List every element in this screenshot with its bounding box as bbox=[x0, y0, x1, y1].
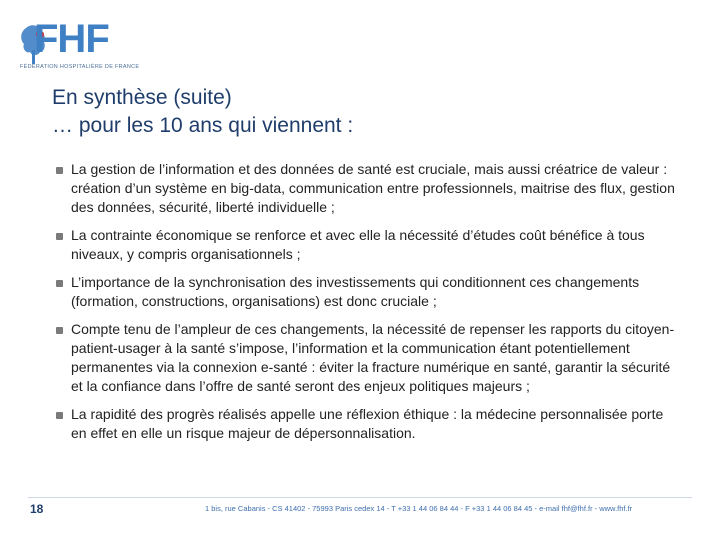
title-line-1: En synthèse (suite) bbox=[52, 86, 232, 109]
list-item bbox=[56, 320, 676, 396]
bullet-list bbox=[56, 160, 676, 452]
bullet-text: L’importance de la synchronisation des investissements qui conditionnent ces changements (formation, constructions, organisations) est donc cruciale ; bbox=[71, 274, 640, 309]
slide-title bbox=[52, 84, 353, 140]
page-number: 18 bbox=[30, 502, 44, 516]
bullet-text: La contrainte économique se renforce et avec elle la nécessité d’études coût bénéfice à tous niveaux, y compris organisationnels ; bbox=[71, 227, 645, 262]
bullet-icon bbox=[56, 280, 63, 287]
bullet-text: Compte tenu de l’ampleur de ces changements, la nécessité de repenser les rapports du citoyen-patient-usager à la santé s’impose, l’information et la communication étant potentiellement permanentes via la connexion e-santé : éviter la fracture numérique en santé, garantir la sécurité et la confiance dans l’offre de santé seront des enjeux politiques majeurs ; bbox=[71, 321, 675, 394]
bullet-icon bbox=[56, 327, 63, 334]
list-item bbox=[56, 226, 676, 264]
bullet-text: La gestion de l’information et des données de santé est cruciale, mais aussi créatrice de valeur : création d’un système en big-data, communication entre professionnels, maitrise des flux, gestion des données, sécurité, liberté individuelle ; bbox=[71, 161, 675, 215]
logo-subtitle: FÉDÉRATION HOSPITALIÈRE DE FRANCE bbox=[20, 64, 140, 70]
bullet-text: La rapidité des progrès réalisés appelle une réflexion éthique : la médecine personnalisée porte en effet en elle un risque majeur de dépersonnalisation. bbox=[71, 406, 664, 441]
footer-divider bbox=[28, 497, 692, 498]
logo-brand: FHF bbox=[34, 17, 109, 61]
bullet-icon bbox=[56, 412, 63, 419]
bullet-icon bbox=[56, 233, 63, 240]
footer-address: 1 bis, rue Cabanis - CS 41402 - 75993 Paris cedex 14 - T +33 1 44 06 84 44 - F +33 1 44 06 84 45 - e-mail fhf@fhf.fr - www.fhf.fr bbox=[205, 504, 633, 513]
title-line-2: … pour les 10 ans qui viennent : bbox=[52, 114, 354, 137]
list-item bbox=[56, 160, 676, 217]
list-item bbox=[56, 273, 676, 311]
bullet-icon bbox=[56, 167, 63, 174]
list-item bbox=[56, 405, 676, 443]
